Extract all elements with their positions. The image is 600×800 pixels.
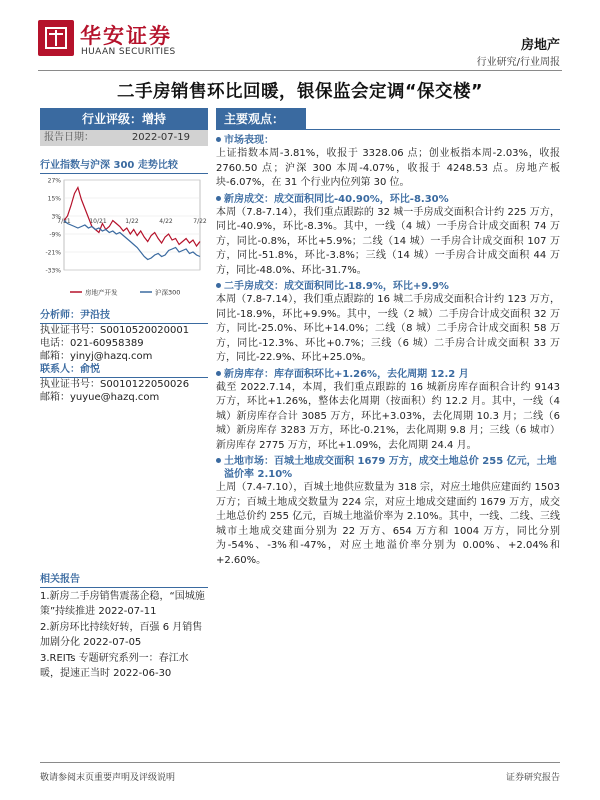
section-text-new-homes: 本周（7.8-7.14），我们重点跟踪的 32 城一手房成交面积合计约 225 万方，同比-40.9%，环比-8.3%。其中，一线（4 城）一手房合计成交面积 74 万方，同比-0.8%，环比+5.9%；二线（14 城）一手房合计成交面积 107 万方，同比-51.8%，环比-3.8%；三线（14 城）一手房合计成交面积 44 万方，同比-48.0%、环比-31.7%。 — [216, 206, 560, 276]
report-date-row — [40, 130, 208, 146]
y-tick-label: -33% — [45, 267, 61, 275]
main-views-label: 主要观点： — [216, 108, 306, 130]
related-report-item[interactable]: 3.REITs 专题研究系列一：春江水暖，提速正当时 2022-06-30 — [40, 653, 189, 679]
analyst-line: 邮箱：yinyj@hazq.com — [40, 351, 153, 362]
related-report-item[interactable]: 1.新房二手房销售震荡企稳，“国城施策”持续推进 2022-07-11 — [40, 591, 205, 617]
x-tick-label: 1/22 — [125, 218, 139, 225]
contact-line: 邮箱：yuyue@hazq.com — [40, 392, 160, 403]
section-text-inventory: 截至 2022.7.14，本周，我们重点跟踪的 16 城新房库存面积合计约 9143 万方，环比+1.26%，整体去化周期（按面积）约 12.2 月。其中，一线（4 城）新房库存合计 3085 万方，环比+3.03%，去化周期 10.3 月；二线（6 城）新房库存 3283 万方，环比-0.21%，去化周期 9.8 月；三线（6 城市）新房库存 2775 万方，环比+1.09%，去化周期 24.4 月。 — [216, 381, 560, 451]
contact-line: 执业证书号：S0010122050026 — [40, 379, 190, 390]
y-tick-label: -9% — [49, 231, 61, 239]
x-tick-label: 7/21 — [57, 218, 71, 225]
section-text-land: 上周（7.4-7.10），百城土地供应数量为 318 宗，对应土地供应建面约 1503 万方；百城土地成交数量为 224 宗，对应土地成交建面约 1679 万方，成交土地总价约 255 亿元，百城土地溢价率为 2.10%。其中，一线、二线、三线城市土地成交建面分别为 22 万方、654 万方和 1004 万方，同比分别为-54%、-3%和-47%，对应土地溢价率分别为 0.00%、+2.04%和+2.60%。 — [216, 482, 560, 566]
section-text-market: 上证指数本周-3.81%，收报于 3328.06 点；创业板指本周-2.03%，收报 2760.50 点；沪深 300 本周-4.07%，收报于 4248.53 点。房地产板块-6.07%，在 31 个行业内位列第 30 位。 — [216, 148, 560, 188]
header-divider — [38, 70, 562, 71]
footer-label: 证券研究报告 — [505, 773, 560, 783]
section-heading-new-homes: 新房成交：成交面积同比-40.90%，环比-8.30% — [216, 193, 560, 206]
page-title: 二手房销售环比回暖，银保监会定调“保交楼” — [116, 82, 483, 102]
date-label: 报告日期： — [44, 132, 94, 143]
analyst-heading: 分析师：尹沿技 — [40, 310, 110, 321]
x-tick-label: 10/21 — [89, 218, 107, 225]
analyst-line: 电话：021-60958389 — [40, 338, 144, 349]
related-report-item[interactable]: 2.新房环比持续好转，百强 6 月销售加剧分化 2022-07-05 — [40, 622, 203, 648]
legend-label: 房地产开发 — [85, 288, 118, 297]
chart-title: 行业指数与沪深 300 走势比较 — [40, 156, 208, 174]
section-heading-land: 土地市场：百城土地成交面积 1679 万方，成交土地总价 255 亿元，土地溢价率 2.10% — [216, 455, 560, 481]
legend-label: 沪深300 — [155, 288, 181, 297]
y-tick-label: -21% — [45, 249, 61, 257]
date-value: 2022-07-19 — [131, 132, 190, 143]
footer-disclaimer[interactable]: 敬请参阅末页重要声明及评级说明 — [40, 773, 176, 783]
y-tick-label: 3% — [51, 213, 61, 221]
series-line-1 — [64, 221, 200, 260]
logo-text: 华安证券 — [80, 23, 172, 48]
section-heading-inventory: 新房库存：库存面积环比+1.26%，去化周期 12.2 月 — [216, 368, 560, 381]
x-tick-label: 4/22 — [159, 218, 173, 225]
logo-mark — [38, 20, 74, 56]
section-heading-resale: 二手房成交：成交面积同比-18.9%，环比+9.9% — [216, 280, 560, 293]
x-tick-label: 7/22 — [193, 218, 207, 225]
y-tick-label: 15% — [47, 195, 61, 203]
logo-english: HUAAN SECURITIES — [81, 47, 176, 57]
report-type: 行业研究/行业周报 — [476, 57, 560, 68]
index-comparison-chart — [40, 174, 208, 306]
main-views — [216, 108, 560, 568]
section-heading-market: 市场表现： — [216, 134, 560, 147]
analyst-block — [40, 309, 208, 404]
footer-divider — [40, 762, 560, 763]
contact-heading: 联系人：俞悦 — [40, 364, 100, 375]
rating-bar: 行业评级：增持 — [40, 108, 208, 130]
left-sidebar — [40, 108, 208, 146]
analyst-line: 执业证书号：S0010520020001 — [40, 325, 190, 336]
related-reports-title: 相关报告 — [40, 570, 208, 588]
sector-label: 房地产 — [520, 38, 560, 53]
related-reports-list — [40, 590, 208, 683]
series-line-0 — [64, 188, 200, 247]
section-text-resale: 本周（7.8-7.14），我们重点跟踪的 16 城二手房成交面积合计约 123 万方，同比-18.9%，环比+9.9%。其中，一线（2 城）二手房合计成交面积 32 万方，同比-25.0%、环比+14.0%；二线（8 城）二手房合计成交面积 58 万方，同比-12.3%、环比+0.7%；三线（6 城）二手房合计成交面积 33 万方，同比-22.9%、环比+25.0%。 — [216, 294, 560, 363]
y-tick-label: 27% — [47, 177, 61, 185]
